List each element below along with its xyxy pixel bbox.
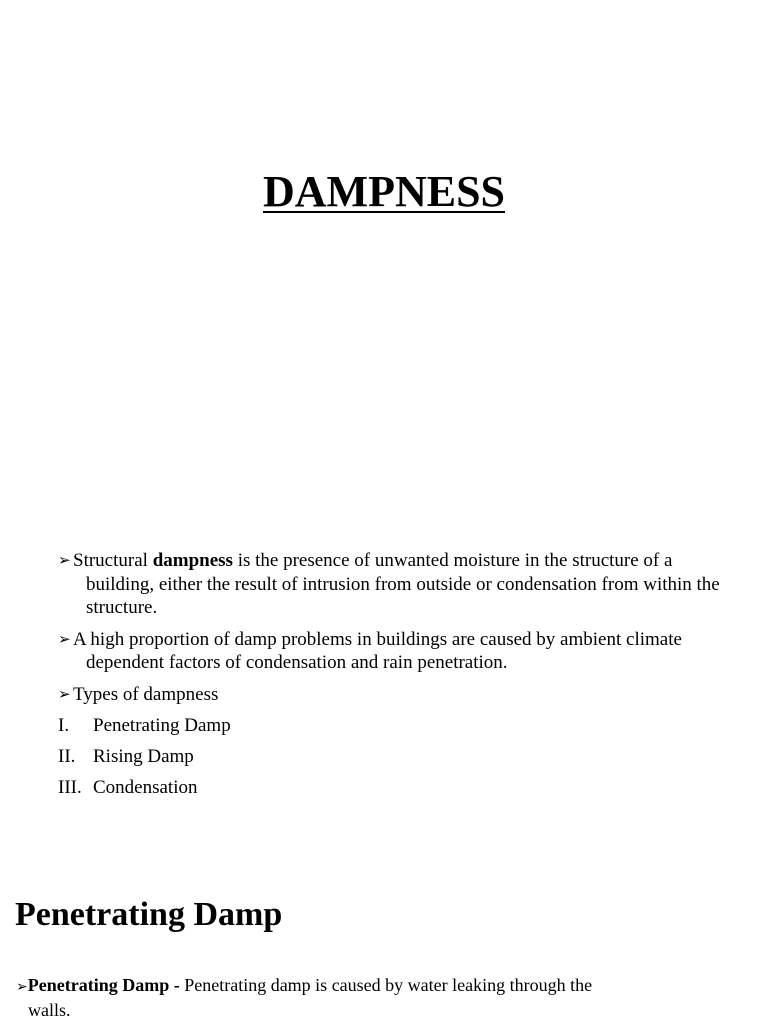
section-text: Penetrating damp is caused by water leaking through the xyxy=(179,975,593,995)
list-item-label: Condensation xyxy=(93,777,198,798)
section-heading: Penetrating Damp xyxy=(15,896,283,933)
arrow-bullet-icon: ➢ xyxy=(58,629,71,648)
list-item xyxy=(58,745,728,769)
list-item-label: Penetrating Damp xyxy=(93,715,231,736)
arrow-bullet-icon: ➢ xyxy=(58,684,71,703)
arrow-bullet-icon: ➢ xyxy=(58,551,71,569)
bullet-text xyxy=(73,549,728,620)
types-list xyxy=(58,714,728,800)
list-item xyxy=(58,776,728,800)
section-term: Penetrating Damp - xyxy=(27,975,180,995)
list-item-number: I. xyxy=(58,715,70,736)
list-item-label: Rising Damp xyxy=(93,746,194,767)
bullet-text-suffix: is the presence of unwanted moisture in the structure of a building, either the result of intrusion from outside or condensation from within the structure. xyxy=(86,550,720,618)
bullet-definition xyxy=(58,549,728,620)
section-text-continuation: walls. xyxy=(28,1000,71,1020)
bullet-bold-term: dampness xyxy=(152,550,233,571)
bullet-causes xyxy=(58,628,728,675)
bullet-text: Types of dampness xyxy=(73,683,219,705)
arrow-bullet-icon: ➢ xyxy=(16,979,28,995)
bullet-text: A high proportion of damp problems in buildings are caused by ambient climate dependent factors of condensation and rain penetration. xyxy=(73,628,682,673)
bullet-text-prefix: Structural xyxy=(73,550,153,571)
page-title: DAMPNESS xyxy=(262,167,506,216)
list-item-number: II. xyxy=(58,746,76,767)
bullet-list xyxy=(58,549,728,807)
list-item xyxy=(58,714,728,738)
list-item-number: III. xyxy=(58,777,82,798)
bullet-types xyxy=(58,683,728,707)
section-paragraph xyxy=(16,974,696,1022)
